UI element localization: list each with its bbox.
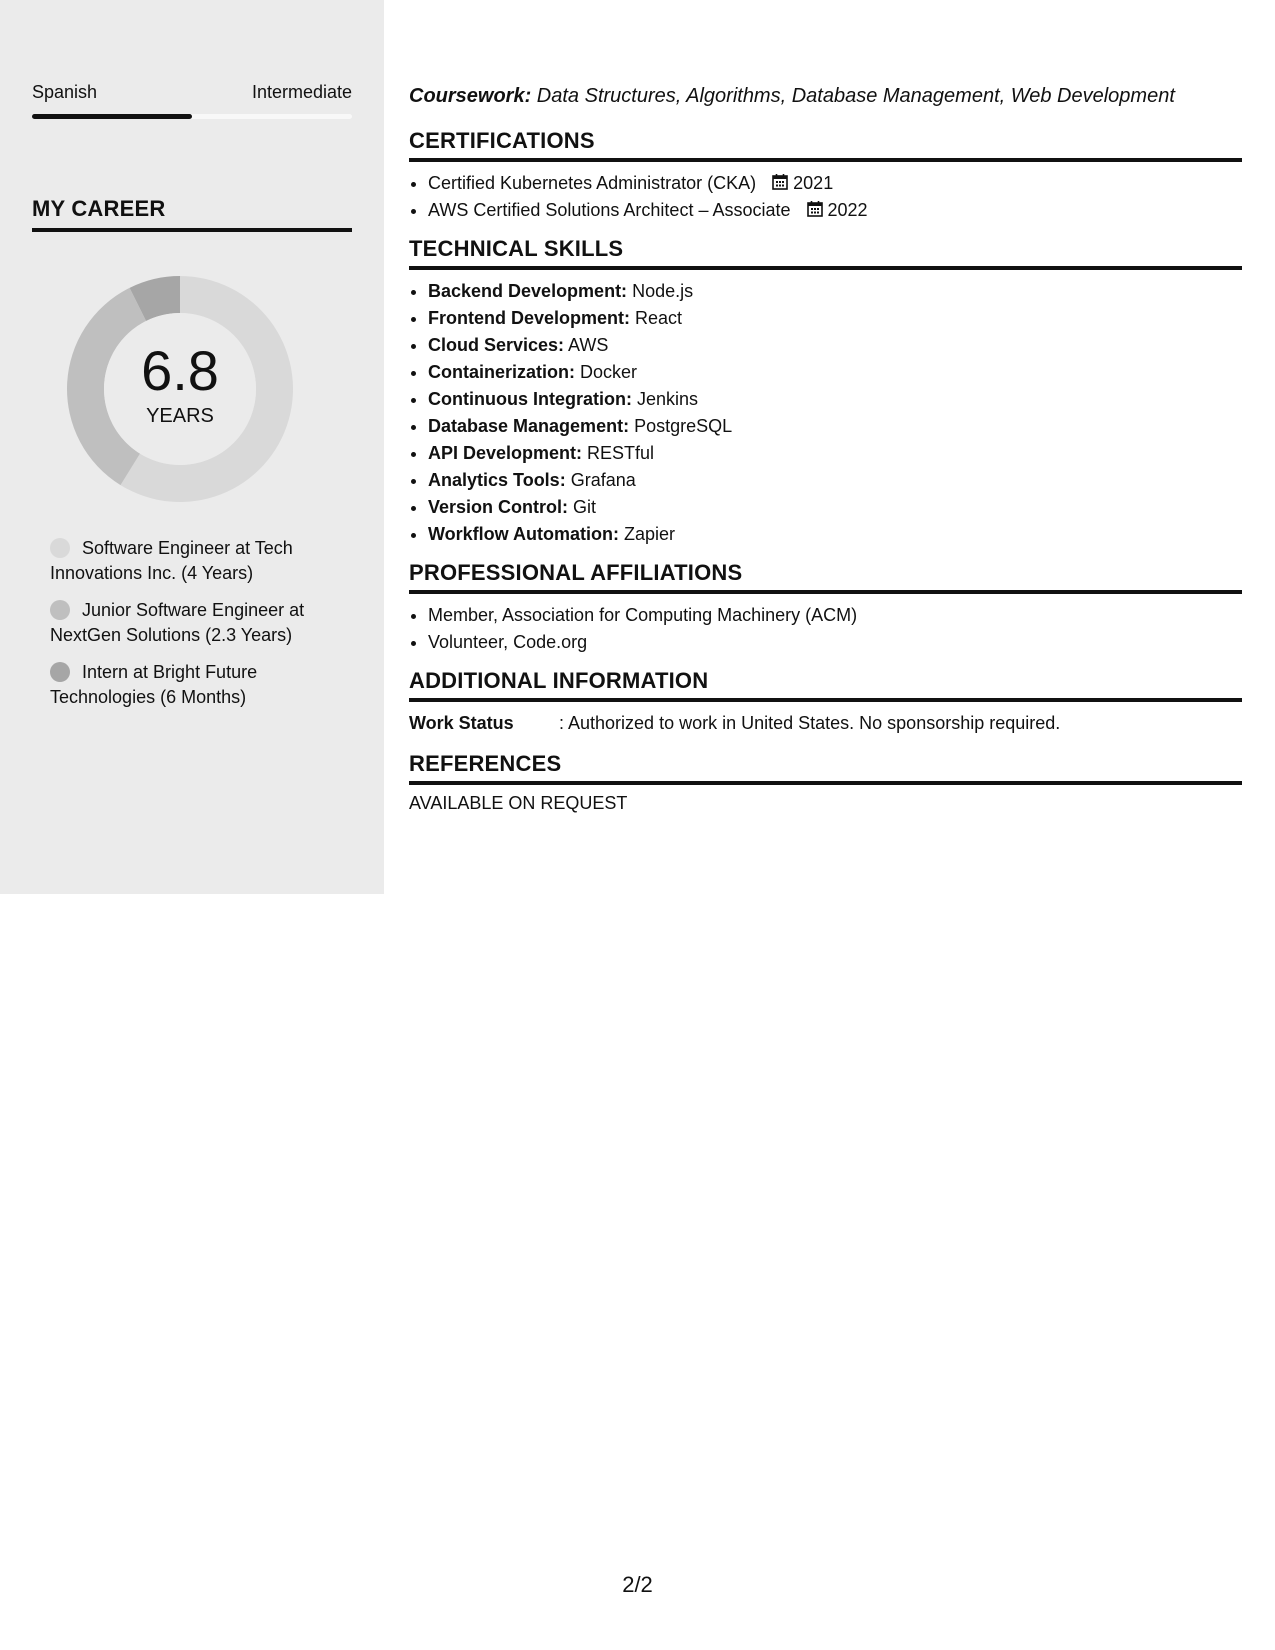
career-legend-label: Intern at Bright Future Technologies (6 Months) (50, 662, 258, 707)
certification-item (428, 170, 1242, 197)
work-status-label: Work Status (409, 713, 514, 733)
skill-value: PostgreSQL (629, 416, 733, 436)
career-legend-label: Junior Software Engineer at NextGen Solutions (2.3 Years) (50, 600, 305, 645)
skill-value: Zapier (618, 524, 676, 544)
affiliation-item: • Member, Association for Computing Machinery (ACM) (428, 602, 1242, 629)
skill-label: Cloud Services: (428, 335, 565, 355)
skill-value: Node.js (627, 281, 694, 301)
skill-label: Analytics Tools: (428, 470, 566, 490)
language-level: Intermediate (251, 82, 352, 102)
work-status-row (409, 710, 1242, 737)
legend-dot-icon (50, 600, 70, 620)
certifications-heading: CERTIFICATIONS (409, 128, 1242, 162)
certification-year: 2022 (827, 200, 868, 220)
career-donut-chart (66, 275, 294, 503)
references-heading: REFERENCES (409, 751, 1242, 785)
language-row (32, 82, 352, 103)
affiliations-heading: PROFESSIONAL AFFILIATIONS (409, 560, 1242, 594)
career-legend (50, 536, 340, 722)
skill-value: Git (568, 497, 597, 517)
career-legend-item (50, 660, 340, 710)
skill-item (428, 305, 1242, 332)
skill-item (428, 413, 1242, 440)
career-legend-item (50, 536, 340, 586)
affiliation-item: • Volunteer, Code.org (428, 629, 1242, 656)
skill-item (428, 494, 1242, 521)
certifications-list (409, 170, 1242, 224)
language-proficiency-bar (32, 114, 352, 119)
career-legend-item (50, 598, 340, 648)
certification-item (428, 197, 1242, 224)
skill-item (428, 521, 1242, 548)
skill-value: React (630, 308, 683, 328)
language-proficiency-fill (32, 114, 192, 119)
career-total-value: 6.8 (141, 338, 219, 402)
skill-label: Backend Development: (428, 281, 628, 301)
skill-label: Continuous Integration: (428, 389, 632, 409)
skill-value: Grafana (565, 470, 636, 490)
certification-name: Certified Kubernetes Administrator (CKA) (428, 173, 757, 193)
skill-label: API Development: (428, 443, 583, 463)
skill-item (428, 278, 1242, 305)
career-legend-label: Software Engineer at Tech Innovations Inc. (4 Years) (50, 538, 293, 583)
certification-name: AWS Certified Solutions Architect – Associate (428, 200, 791, 220)
legend-dot-icon (50, 538, 70, 558)
skill-item (428, 386, 1242, 413)
skill-value: RESTful (582, 443, 655, 463)
coursework-line (409, 85, 1242, 108)
career-heading: MY CAREER (32, 196, 352, 232)
career-total-unit: YEARS (146, 404, 214, 427)
work-status-value: : Authorized to work in United States. No sponsorship required. (559, 713, 1061, 733)
calendar-icon (806, 200, 824, 218)
skill-value: Docker (575, 362, 638, 382)
legend-dot-icon (50, 662, 70, 682)
skill-label: Version Control: (428, 497, 569, 517)
skill-label: Frontend Development: (428, 308, 631, 328)
skill-value: Jenkins (631, 389, 699, 409)
sidebar (0, 0, 384, 894)
additional-info-heading: ADDITIONAL INFORMATION (409, 668, 1242, 702)
main-content (409, 82, 1242, 814)
calendar-icon (771, 173, 789, 191)
coursework-text: Data Structures, Algorithms, Database Management, Web Development (531, 85, 1175, 107)
skill-value: AWS (564, 335, 609, 355)
technical-skills-list (409, 278, 1242, 548)
page-number: 2/2 (622, 1572, 653, 1597)
skill-label: Database Management: (428, 416, 630, 436)
coursework-label: Coursework: (409, 85, 532, 107)
donut-center (66, 275, 294, 503)
skill-item (428, 332, 1242, 359)
skill-label: Workflow Automation: (428, 524, 619, 544)
technical-skills-heading: TECHNICAL SKILLS (409, 236, 1242, 270)
certification-year: 2021 (793, 173, 834, 193)
language-name: Spanish (32, 82, 98, 102)
affiliations-list (409, 602, 1242, 656)
skill-item (428, 440, 1242, 467)
skill-label: Containerization: (428, 362, 575, 382)
skill-item (428, 467, 1242, 494)
references-text: AVAILABLE ON REQUEST (409, 793, 628, 813)
skill-item (428, 359, 1242, 386)
